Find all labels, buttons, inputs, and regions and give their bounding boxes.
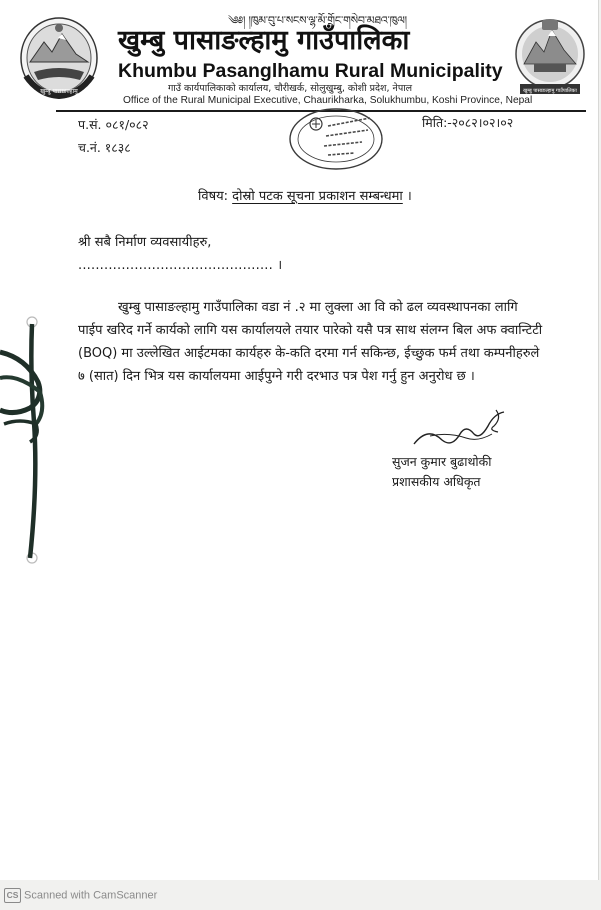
- tibetan-heading: ༄༅། །ཁུམ་བུ་པ་སངས་ལྷ་མོ་གྲོང་གསེབ་མཐའ་ཁུལ།: [228, 14, 407, 27]
- subtitle-nepali: गाउँ कार्यपालिकाको कार्यालय, चौरीखर्क, सोलुखुम्बु, कोशी प्रदेश, नेपाल: [168, 83, 413, 94]
- addressee: श्री सबै निर्माण व्यवसायीहरु,: [78, 235, 212, 250]
- logo-right-caption: खुम्बु पासाङल्हामु गाउँपालिका: [523, 88, 577, 94]
- subject-line: [198, 188, 412, 206]
- body-line: (BOQ) मा उल्लेखित आईटमका कार्यहरु के-कति दरमा गर्न सकिन्छ, ईच्छुक फर्म तथा कम्पनीहरुले: [78, 346, 540, 361]
- subject-suffix: ।: [406, 189, 412, 204]
- municipality-emblem-right: [512, 12, 588, 100]
- binding-string: [0, 312, 60, 574]
- handwritten-signature: [408, 404, 508, 452]
- title-english: Khumbu Pasanglhamu Rural Municipality: [118, 60, 503, 82]
- scanner-watermark-text: Scanned with CamScanner: [24, 889, 158, 902]
- title-nepali: खुम्बु पासाङल्हामु गाउँपालिका: [118, 25, 410, 56]
- body-line: पाईप खरिद गर्ने कार्यको लागि यस कार्यालयले तयार पारेको यसै पत्र साथ संलग्न बिल अफ क्वान्टिटी: [78, 323, 543, 338]
- chalani-number: च.नं. १८३८: [78, 140, 131, 155]
- subtitle-english: Office of the Rural Municipal Executive, Chaurikharka, Solukhumbu, Koshi Province, Nepal: [123, 95, 533, 106]
- camscanner-badge-icon: CS: [4, 888, 21, 903]
- body-line: खुम्बु पासाङल्हामु गाउँपालिका वडा नं .२ मा लुक्ला आ वि को ढल व्यवस्थापनका लागि: [118, 300, 518, 315]
- subject-prefix: विषय:: [198, 189, 229, 204]
- subject-text: दोस्रो पटक सूचना प्रकाशन सम्बन्धमा: [232, 189, 403, 204]
- municipality-emblem-left: [18, 14, 100, 102]
- letter-date: मिति:-२०८२।०२।०२: [422, 115, 514, 130]
- signer-designation: प्रशासकीय अधिकृत: [392, 474, 481, 489]
- logo-left-caption: खुम्बु पासाङल्हामु: [40, 88, 78, 95]
- body-paragraph: [78, 296, 548, 388]
- patra-sankhya: प.सं. ०८१/०८२: [78, 117, 149, 132]
- addressee-dots: ............................................. ।: [78, 258, 283, 273]
- office-stamp: [286, 104, 386, 174]
- signer-block: [392, 452, 492, 492]
- signer-name: सुजन कुमार बुढाथोकी: [392, 454, 492, 469]
- scanner-watermark: [4, 888, 157, 903]
- body-line: ७ (सात) दिन भित्र यस कार्यालयमा आईपुग्ने गरी दरभाउ पत्र पेश गर्नु हुन अनुरोध छ ।: [78, 369, 475, 384]
